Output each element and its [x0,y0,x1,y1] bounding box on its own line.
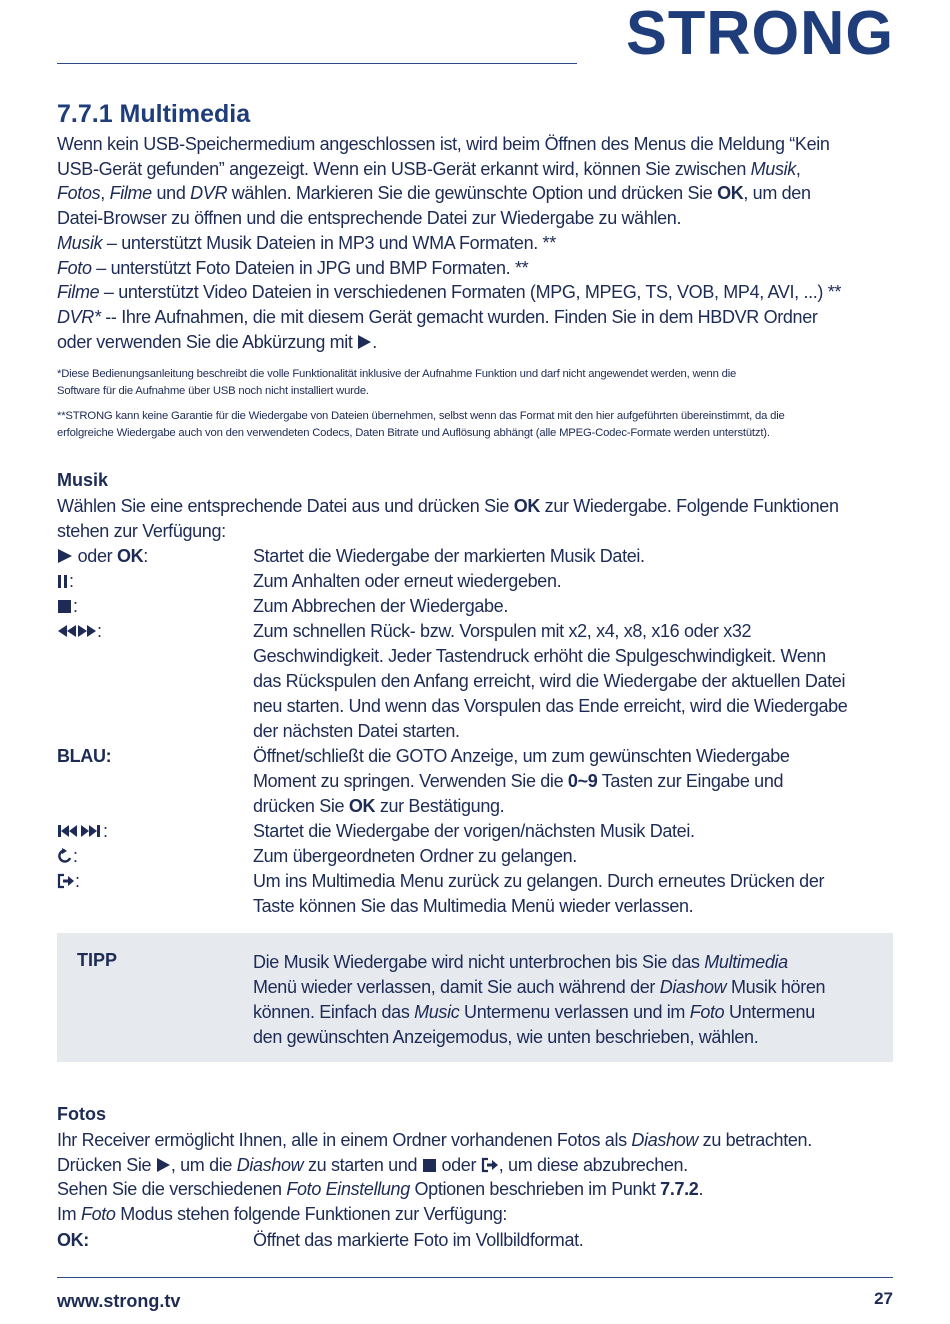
page-title: 7.7.1 Multimedia [57,100,251,128]
row-key: : [57,869,247,894]
row-desc: Zum übergeordneten Ordner zu gelangen. [253,846,577,866]
row-desc: Öffnet das markierte Foto im Vollbildformat. [253,1230,584,1250]
tip-box [57,933,893,1062]
row-key: BLAU: [57,746,112,766]
fast-forward-icon [77,623,97,639]
footer-rule [57,1277,893,1278]
footnote-1: *Diese Bedienungsanleitung beschreibt die volle Funktionalität inklusive der Aufnahme Funktion und darf nicht angewendet werden, wenn die Software für die Aufnahme über USB noch nicht installiert wurde. [57,368,737,397]
musik-row-exit [57,869,897,919]
musik-row-blau [57,744,897,819]
musik-row-skip [57,819,897,844]
fotos-heading: Fotos [57,1104,106,1124]
row-key: : [57,819,247,844]
exit-icon [57,873,75,889]
stop-icon [57,598,73,614]
musik-intro: Wählen Sie eine entsprechende Datei aus und drücken Sie OK zur Wiedergabe. Folgende Funktionen stehen zur Verfügung: [57,496,839,541]
musik-row-play [57,544,897,569]
musik-row-pause [57,569,897,594]
musik-row-seek [57,619,897,744]
row-key: : [57,619,247,644]
page-number: 27 [874,1289,893,1308]
tip-text: Die Musik Wiedergabe wird nicht unterbrochen bis Sie das Multimedia Menü wieder verlassen, damit Sie auch während der Diashow Musik hören können. Einfach das Music Untermenu verlassen und im Foto Untermenu den gewünschten Anzeigemodus, wie unten beschrieben, wählen. [253,952,826,1047]
row-desc: Zum Abbrechen der Wiedergabe. [253,596,508,616]
play-icon [357,334,372,350]
intro-paragraph: Wenn kein USB-Speichermedium angeschlossen ist, wird beim Öffnen des Menus die Meldung “Kein USB-Gerät gefunden” angezeigt. Wenn ein USB-Gerät erkannt wird, können Sie zwischen Musik, Fotos, Filme und DVR wählen. Markieren Sie die gewünschte Option und drücken Sie OK, um den Datei-Browser zu öffnen und die entsprechende Datei zur Wiedergabe zu wählen. Musik – unterstützt Musik Dateien in MP3 und WMA Formaten. ** Foto – unterstützt Foto Dateien in JPG und BMP Formaten. ** Filme – unterstützt Video Dateien in verschiedenen Formaten (MPG, MPEG, TS, VOB, MP4, AVI, ...) ** DVR* -- Ihre Aufnahmen, die mit diesem Gerät gemacht wurden. Finden Sie in dem HBDVR Ordner oder verwenden Sie die Abkürzung mit . [57,134,842,352]
tip-label: TIPP [77,950,118,970]
row-key: : [57,594,247,619]
pause-icon [57,573,69,589]
musik-row-back [57,844,897,869]
row-desc: Öffnet/schließt die GOTO Anzeige, um zum gewünschten Wiedergabe Moment zu springen. Verwenden Sie die 0~9 Tasten zur Eingabe und drücken Sie OK zur Bestätigung. [253,746,790,816]
footnote-2: **STRONG kann keine Garantie für die Wiedergabe von Dateien übernehmen, selbst wenn das Format mit den hier aufgeführten übereinstimmt, da die erfolgreiche Wiedergabe auch von den verwendeten Codecs, Daten Bitrate und Auflösung abhängt (alle MPEG-Codec-Formate werden unterstützt). [57,410,785,439]
row-key: : [57,844,247,869]
row-key: : [57,569,247,594]
play-icon [156,1157,171,1173]
header-rule [57,63,577,64]
musik-row-stop [57,594,897,619]
row-desc: Zum schnellen Rück- bzw. Vorspulen mit x2, x4, x8, x16 oder x32 Geschwindigkeit. Jeder Tastendruck erhöht die Spulgeschwindigkeit. Wenn das Rückspulen den Anfang erreicht, wird die Wiedergabe der aktuellen Datei neu starten. Und wenn das Vorspulen das Ende erreicht, wird die Wiedergabe der nächsten Datei starten. [253,621,848,741]
skip-next-icon [79,823,103,839]
fotos-paragraph: Ihr Receiver ermöglicht Ihnen, alle in einem Ordner vorhandenen Fotos als Diashow zu betrachten. Drücken Sie , um die Diashow zu starten und oder , um diese abzubrechen. Sehen Sie die verschiedenen Foto Einstellung Optionen beschrieben im Punkt 7.7.2. Im Foto Modus stehen folgende Funktionen zur Verfügung: [57,1130,812,1225]
back-icon [57,848,73,864]
row-desc: Startet die Wiedergabe der vorigen/nächsten Musik Datei. [253,821,695,841]
row-desc: Startet die Wiedergabe der markierten Musik Datei. [253,546,645,566]
row-key: oder OK: [57,544,247,569]
row-key: OK: [57,1230,89,1250]
skip-previous-icon [57,823,79,839]
play-icon [57,548,73,564]
rewind-icon [57,623,77,639]
row-desc: Zum Anhalten oder erneut wiedergeben. [253,571,562,591]
musik-heading: Musik [57,470,109,490]
exit-icon [481,1157,499,1173]
svg-text:STRONG: STRONG [626,0,894,64]
row-desc: Um ins Multimedia Menu zurück zu gelangen. Durch erneutes Drücken der Taste können Sie das Multimedia Menü wieder verlassen. [253,871,825,916]
strong-logo [626,0,896,64]
fotos-row-ok [57,1228,897,1253]
footer-url: www.strong.tv [57,1291,181,1311]
stop-icon [422,1157,437,1173]
